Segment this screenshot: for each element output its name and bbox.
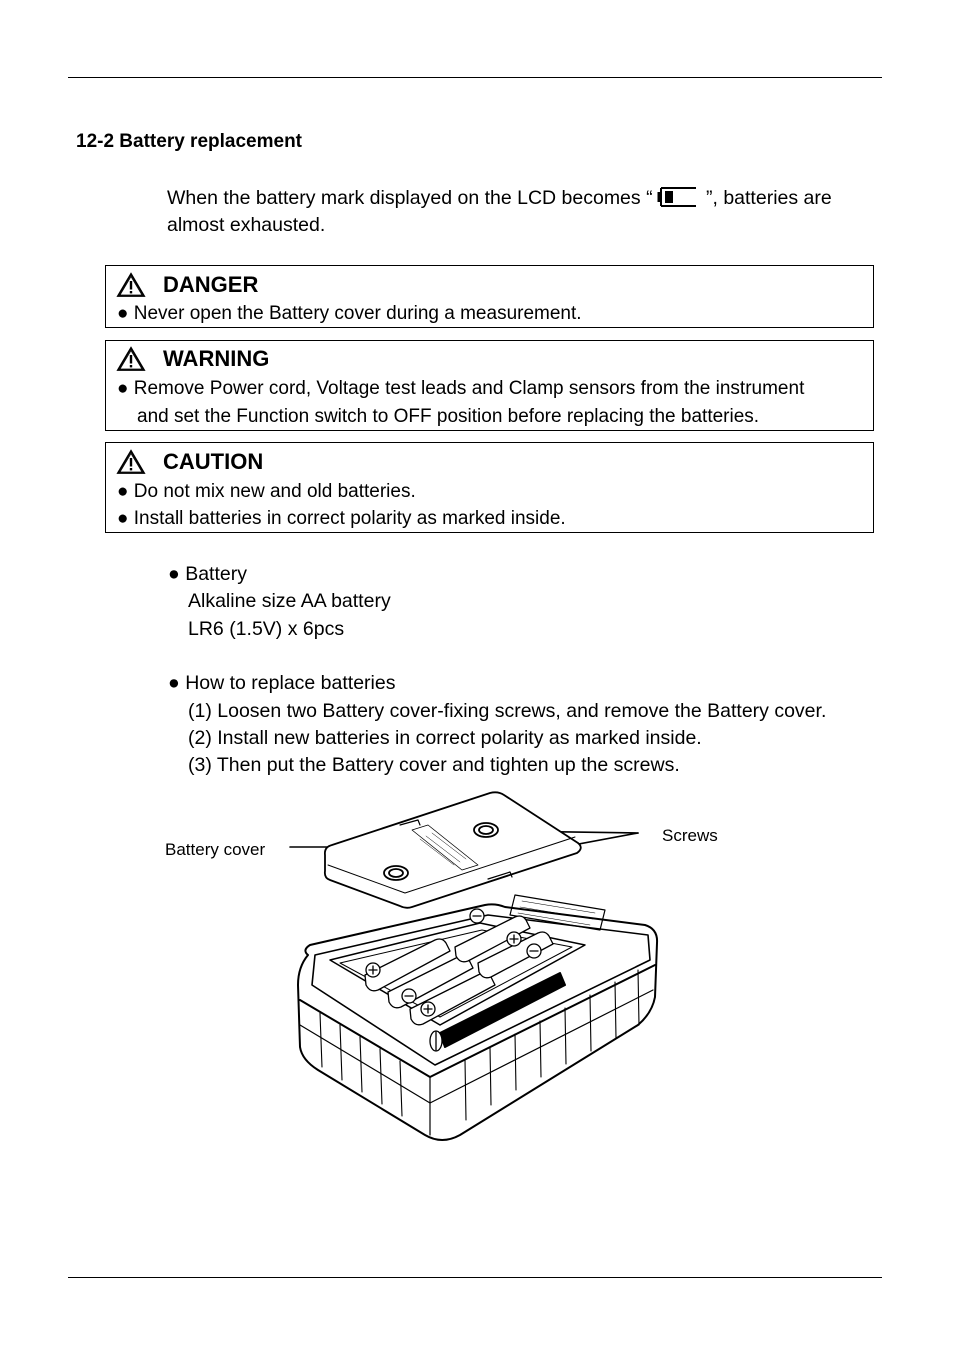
battery-count: LR6 (1.5V) x 6pcs [188,618,345,640]
warning-title: WARNING [163,346,270,371]
warning-triangle-icon [116,449,146,475]
intro-paragraph [167,185,867,239]
low-battery-icon [657,186,697,208]
battery-cover-label: Battery cover [165,840,266,859]
caution-box [105,442,874,533]
screws-label: Screws [662,826,718,845]
replace-step-2: (2) Install new batteries in correct polarity as marked inside. [188,727,702,749]
bottom-rule [68,1277,882,1278]
danger-box [105,265,874,328]
warning-triangle-icon [116,272,146,298]
intro-text-after: ”, batteries are [700,187,832,209]
section-title: 12-2 Battery replacement [76,131,302,152]
top-rule [68,77,882,78]
replace-step-1: (1) Loosen two Battery cover-fixing screws, and remove the Battery cover. [188,700,827,722]
caution-line-1: ● Do not mix new and old batteries. [117,481,416,502]
danger-title: DANGER [163,272,259,297]
battery-cover [325,792,581,907]
warning-line-2: and set the Function switch to OFF position before replacing the batteries. [137,406,760,427]
caution-line-2: ● Install batteries in correct polarity as marked inside. [117,508,566,529]
body-screw [430,1031,442,1051]
battery-replacement-figure [260,785,700,1155]
battery-heading: ● Battery [168,563,247,585]
intro-text-line2: almost exhausted. [167,214,326,236]
battery-type: Alkaline size AA battery [188,590,391,612]
replace-heading: ● How to replace batteries [168,672,396,694]
warning-line-1: ● Remove Power cord, Voltage test leads and Clamp sensors from the instrument [117,378,805,399]
danger-line: ● Never open the Battery cover during a measurement. [117,303,582,324]
intro-text-before: When the battery mark displayed on the LCD becomes “ [167,187,653,209]
warning-box [105,340,874,431]
instrument-body [298,895,657,1140]
caution-title: CAUTION [163,449,264,474]
warning-triangle-icon [116,346,146,372]
replace-step-3: (3) Then put the Battery cover and tighten up the screws. [188,754,680,776]
